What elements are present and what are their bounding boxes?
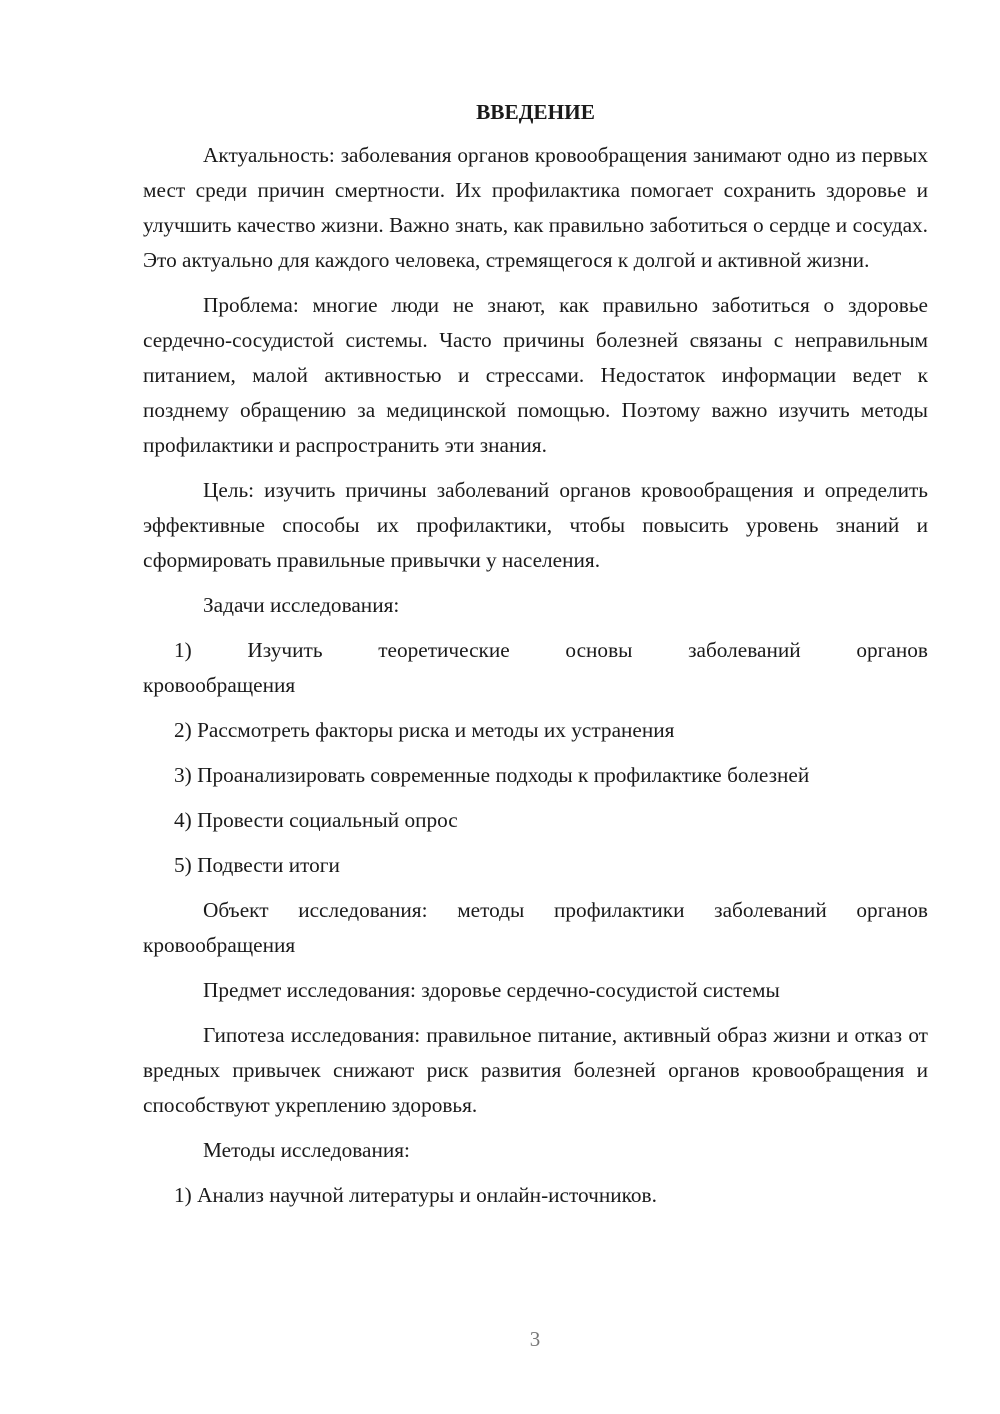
tasks-heading: Задачи исследования: bbox=[203, 593, 400, 617]
task-item-2: 2) Рассмотреть факторы риска и методы их устранения bbox=[174, 718, 675, 742]
task-item-1-word-4: заболеваний bbox=[688, 638, 801, 662]
task-item-1-word-5: органов bbox=[856, 638, 928, 662]
subject-paragraph: Предмет исследования: здоровье сердечно-сосудистой системы bbox=[203, 978, 780, 1002]
method-item-1: 1) Анализ научной литературы и онлайн-источников. bbox=[174, 1183, 657, 1207]
task-item-4: 4) Провести социальный опрос bbox=[174, 808, 458, 832]
task-item-1-first-line bbox=[143, 633, 928, 668]
task-item-3: 3) Проанализировать современные подходы к профилактике болезней bbox=[174, 763, 810, 787]
task-item-1 bbox=[143, 633, 928, 703]
task-item-5: 5) Подвести итоги bbox=[174, 853, 340, 877]
hypothesis-paragraph: Гипотеза исследования: правильное питание, активный образ жизни и отказ от вредных привычек снижают риск развития болезней органов кровообращения и способствуют укреплению здоровья. bbox=[143, 1023, 928, 1117]
task-item-1-number: 1) bbox=[174, 638, 192, 662]
task-item-1-word-1: Изучить bbox=[247, 638, 323, 662]
object-paragraph: Объект исследования: методы профилактики заболеваний органов кровообращения bbox=[143, 898, 928, 957]
task-item-1-continuation: кровообращения bbox=[143, 673, 296, 697]
document-body bbox=[143, 96, 928, 1223]
task-item-1-word-3: основы bbox=[565, 638, 633, 662]
page-number: 3 bbox=[529, 1327, 541, 1351]
relevance-paragraph: Актуальность: заболевания органов кровообращения занимают одно из первых мест среди причин смертности. Их профилактика помогает сохранить здоровье и улучшить качество жизни. Важно знать, как правильно заботиться о сердце и сосудах. Это актуально для каждого человека, стремящегося к долгой и активной жизни. bbox=[143, 143, 928, 272]
problem-paragraph: Проблема: многие люди не знают, как правильно заботиться о здоровье сердечно-сосудистой системы. Часто причины болезней связаны с неправильным питанием, малой активностью и стрессами. Недостаток информации ведет к позднему обращению за медицинской помощью. Поэтому важно изучить методы профилактики и распространить эти знания. bbox=[143, 293, 928, 457]
task-item-1-word-2: теоретические bbox=[378, 638, 510, 662]
methods-heading: Методы исследования: bbox=[203, 1138, 410, 1162]
goal-paragraph: Цель: изучить причины заболеваний органов кровообращения и определить эффективные способы их профилактики, чтобы повысить уровень знаний и сформировать правильные привычки у населения. bbox=[143, 478, 928, 572]
section-title: ВВЕДЕНИЕ bbox=[476, 100, 595, 124]
